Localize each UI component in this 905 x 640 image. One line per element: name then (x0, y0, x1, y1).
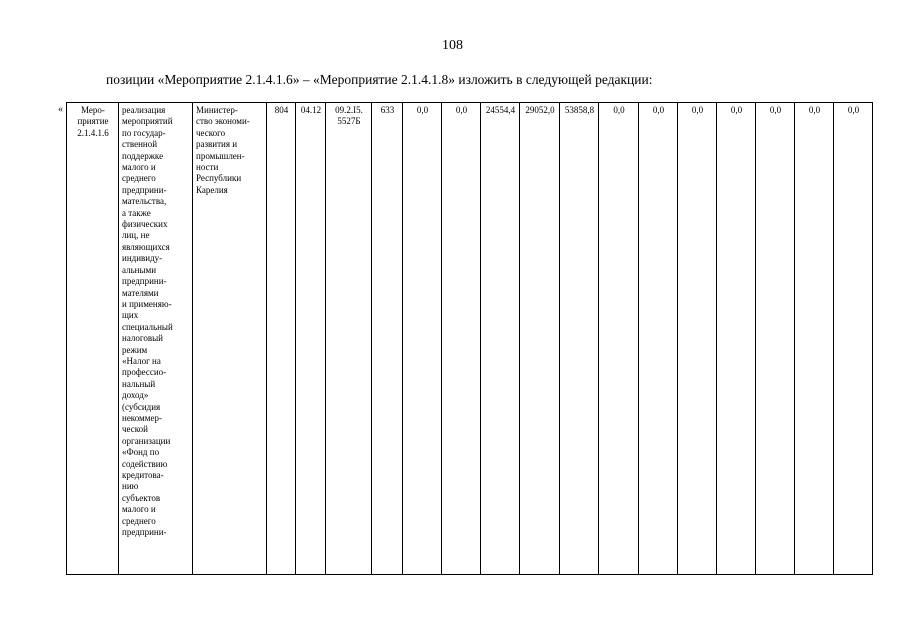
event-description-line: мательства, (122, 196, 167, 207)
value-cell: 0,0 (599, 103, 639, 575)
event-description-line: малого и (122, 504, 156, 515)
rzpr-code-cell: 04.12 (296, 103, 326, 575)
event-description-line: малого и (122, 162, 156, 173)
opening-quote-mark: « (58, 104, 63, 115)
csr-code-cell (326, 103, 372, 575)
event-description-line: реализация (122, 105, 166, 115)
value-cell: 0,0 (442, 103, 481, 575)
event-description-line: субъектов (122, 492, 161, 503)
value-cell: 0,0 (717, 103, 756, 575)
event-description-line: мателями (122, 287, 159, 298)
executor-line: промышлен- (196, 150, 245, 161)
event-description-line: некоммер- (122, 412, 162, 423)
event-name-line: приятие (77, 116, 109, 127)
event-name-cell (67, 103, 119, 575)
event-description-line: «Фонд по (122, 447, 160, 458)
event-description-line: предприни- (122, 527, 167, 538)
value-cell: 0,0 (834, 103, 873, 575)
csr-code-line: 09.2.I5. (335, 105, 363, 115)
event-description-line: организации (122, 435, 171, 446)
event-description-line: физических (122, 219, 168, 230)
value-cell: 0,0 (756, 103, 795, 575)
event-description-line: поддержке (122, 150, 164, 161)
grbs-code-cell: 804 (267, 103, 296, 575)
value-cell: 24554,4 (481, 103, 520, 575)
event-description-line: предприни- (122, 184, 167, 195)
executor-line: ство экономи- (196, 116, 250, 127)
value-cell: 0,0 (795, 103, 834, 575)
csr-code-line: 5527Б (337, 116, 361, 127)
event-description-line: доход» (122, 390, 149, 401)
table-row (67, 103, 905, 575)
event-description-line: ственной (122, 139, 158, 150)
event-description-line: профессио- (122, 367, 167, 378)
executor-line: Карелия (196, 184, 228, 195)
event-description-line: по государ- (122, 127, 166, 138)
event-description-line: предприни- (122, 276, 167, 287)
event-description-line: среднего (122, 173, 156, 184)
event-name-line: 2.1.4.1.6 (77, 127, 109, 138)
executor-line: развития и (196, 139, 238, 150)
executor-line: Министер- (196, 105, 238, 115)
event-description-cell (119, 103, 193, 575)
value-cell: 0,0 (678, 103, 717, 575)
intro-text: позиции «Мероприятие 2.1.4.1.6» – «Мероприятие 2.1.4.1.8» изложить в следующей редакции: (106, 72, 653, 87)
event-name-line: Меро- (81, 105, 105, 115)
event-description-line: специальный (122, 321, 173, 332)
value-cell: 29052,0 (520, 103, 560, 575)
event-description-line: кредитова- (122, 470, 164, 480)
event-description-line: налоговый (122, 333, 163, 344)
event-description-line: являющихся (122, 241, 170, 252)
executor-line: ческого (196, 127, 226, 138)
event-description-line: содействию (122, 458, 168, 469)
event-description-line: ческой (122, 424, 148, 435)
event-description-line: альными (122, 264, 157, 275)
event-description-line: нию (122, 481, 139, 492)
event-description-line: щих (122, 310, 139, 321)
value-cell: 0,0 (639, 103, 678, 575)
value-cell: 53858,8 (560, 103, 599, 575)
event-description-line: «Налог на (122, 355, 161, 366)
event-description-line: нальный (122, 378, 156, 389)
event-description-line: и применяю- (122, 298, 172, 309)
event-description-line: (субсидия (122, 401, 161, 412)
executor-line: ности (196, 162, 219, 173)
page-number: 108 (442, 38, 463, 53)
event-description-line: среднего (122, 515, 156, 526)
event-description-line: режим (122, 344, 148, 355)
program-table (66, 102, 905, 575)
event-description-line: лиц, не (122, 230, 150, 241)
vr-code-cell: 633 (372, 103, 403, 575)
event-description-line: а также (122, 207, 151, 218)
event-description-line: индивиду- (122, 253, 163, 264)
executor-line: Республики (196, 173, 242, 184)
event-description-line: мероприятий (122, 116, 173, 127)
executor-cell (193, 103, 267, 575)
value-cell: 0,0 (403, 103, 442, 575)
